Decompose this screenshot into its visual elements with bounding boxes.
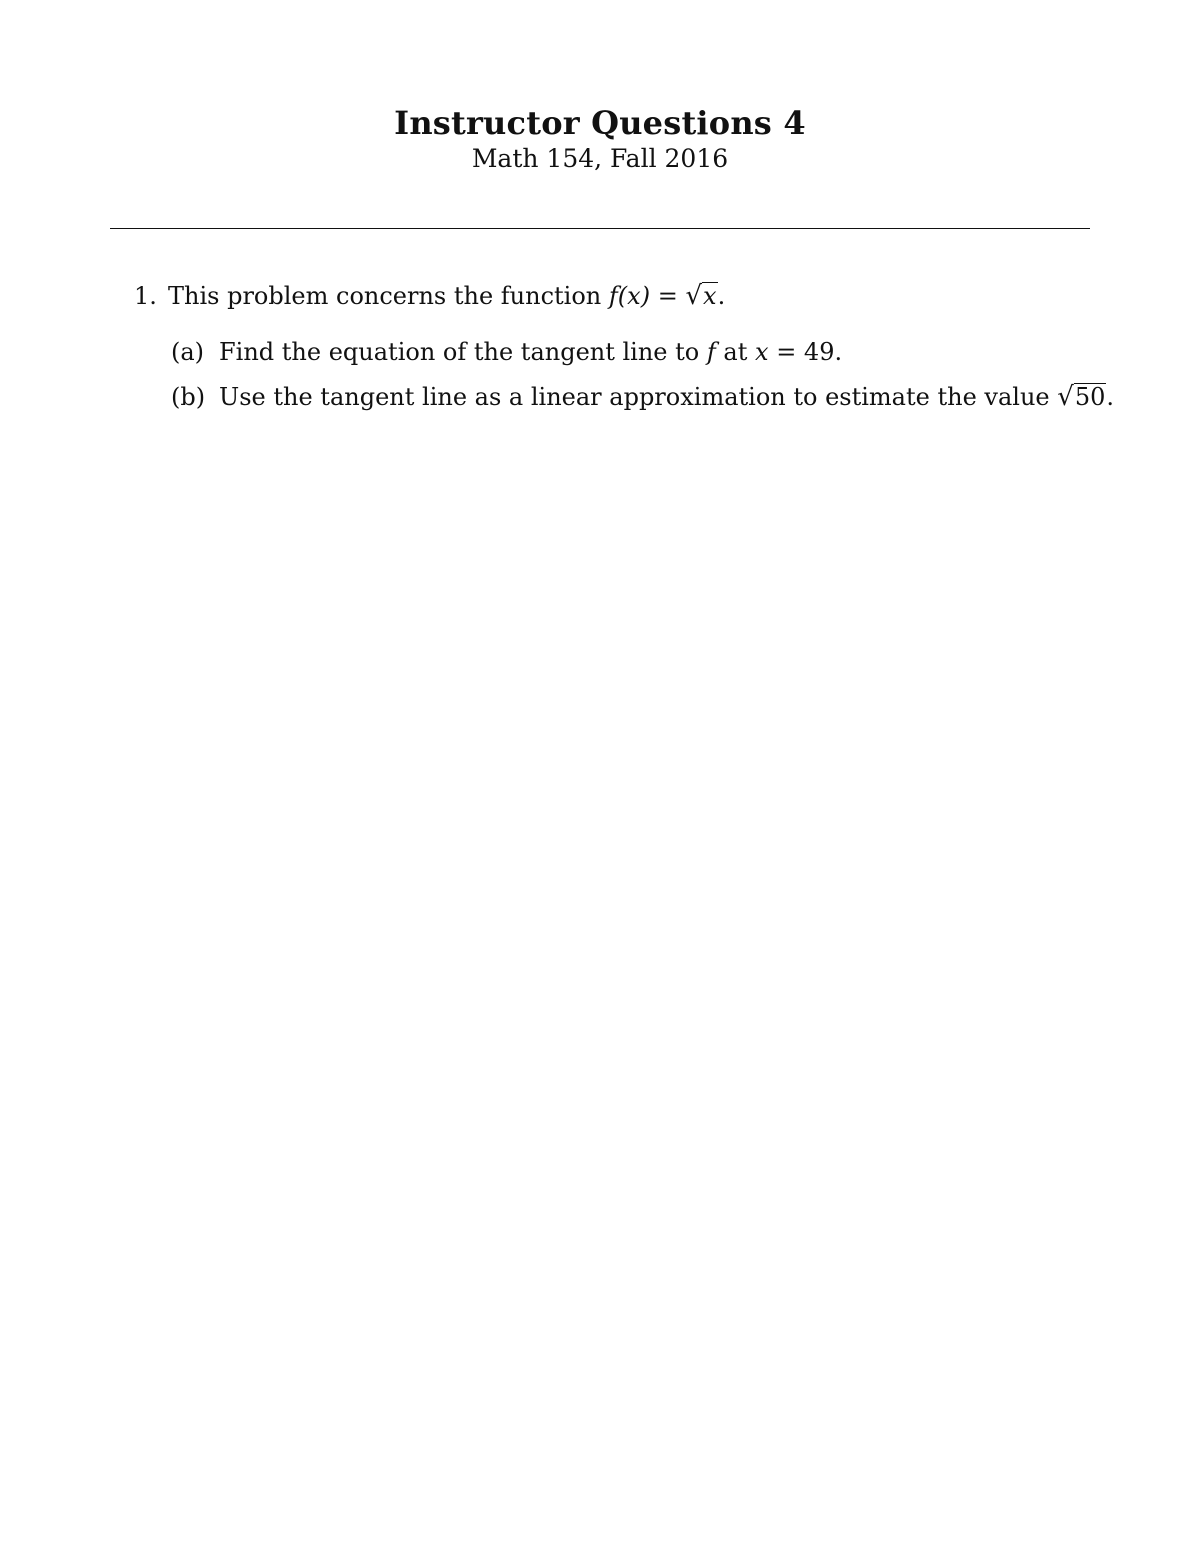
function-symbol: f bbox=[608, 282, 618, 310]
part-a bbox=[171, 334, 1114, 379]
document-title: Instructor Questions 4 bbox=[394, 104, 806, 142]
part-b bbox=[171, 379, 1114, 424]
sqrt-x bbox=[685, 278, 717, 314]
part-b-tag: (b) bbox=[171, 383, 206, 411]
part-b-text: Use the tangent line as a linear approximation to estimate the value bbox=[219, 383, 1050, 411]
document-header bbox=[0, 103, 1200, 175]
stem-period: . bbox=[717, 282, 726, 310]
problem-1-parts bbox=[171, 334, 1114, 424]
function-argument: (x) = bbox=[617, 282, 686, 310]
radical-sign: √ bbox=[685, 281, 703, 311]
part-a-text: Find the equation of the tangent line to bbox=[219, 338, 700, 366]
part-a-var-x: x bbox=[755, 338, 769, 366]
radical-sign: √ bbox=[1057, 382, 1074, 412]
problem-1 bbox=[134, 278, 725, 314]
radicand-x: x bbox=[703, 282, 717, 310]
sqrt-50 bbox=[1057, 379, 1106, 415]
problem-number: 1. bbox=[134, 282, 157, 310]
document-subtitle: Math 154, Fall 2016 bbox=[471, 144, 729, 173]
part-a-value: = 49. bbox=[776, 338, 843, 366]
part-a-var-f: f bbox=[706, 338, 716, 366]
header-divider bbox=[110, 228, 1090, 229]
part-a-at: at bbox=[723, 338, 748, 366]
part-b-period: . bbox=[1106, 383, 1115, 411]
radicand-50: 50 bbox=[1074, 383, 1106, 411]
problem-stem-text: This problem concerns the function bbox=[168, 282, 602, 310]
part-a-tag: (a) bbox=[171, 338, 205, 366]
